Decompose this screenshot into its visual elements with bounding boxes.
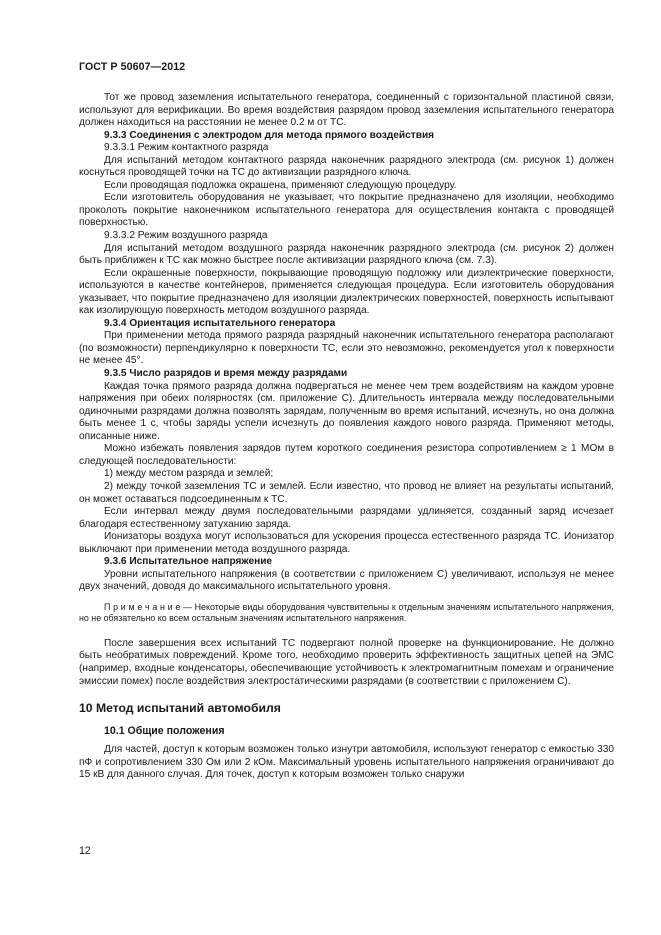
paragraph: После завершения всех испытаний ТС подвергают полной проверке на функционирование. Не должно быть необратимых повреждений. Кроме того, необходимо проверить эффективность защитных цепей на ЭМС (например, входные конденсаторы, обеспечивающие устойчивость к электромагнитным помехам и ограничение эмиссии помех) после воздействия электростатическими разрядами (в соответствии с приложением С). (79, 637, 614, 687)
note-text: — Некоторые виды оборудования чувствительны к отдельным значениям испытательного напряжения, но не обязательно ко всем остальным значениям испытательного напряжения. (79, 601, 615, 623)
paragraph: Для испытаний методом контактного разряда наконечник разрядного электрода (см. рисунок 1) должен коснуться проводящей точки на ТС до активизации разрядного ключа. (79, 154, 614, 179)
paragraph: Для испытаний методом воздушного разряда наконечник разрядного электрода (см. рисунок 2) должен быть приближен к ТС как можно быстрее после активизации разрядного ключа (см. 7.3). (79, 242, 614, 267)
paragraph: Если интервал между двумя последовательными разрядами удлиняется, созданный заряд исчезает благодаря естественному затуханию заряда. (79, 506, 614, 530)
page-number: 12 (79, 845, 91, 857)
subsection-heading-9-3-3-1: 9.3.3.1 Режим контактного разряда (104, 142, 269, 154)
list-item: 1) между местом разряда и землей; (104, 468, 274, 480)
subsection-title-10-1: 10.1 Общие положения (104, 725, 225, 738)
note (79, 602, 614, 624)
section-heading-9-3-5: 9.3.5 Число разрядов и время между разрядами (104, 368, 348, 380)
paragraph: Если проводящая подложка окрашена, применяют следующую процедуру. (104, 179, 457, 191)
paragraph: Уровни испытательного напряжения (в соответствии с приложением С) увеличивают, используя не менее двух значений, доводя до максимального испытательного уровня. (79, 568, 614, 593)
section-heading-9-3-3: 9.3.3 Соединения с электродом для метода прямого воздействия (104, 129, 435, 141)
paragraph: Если окрашенные поверхности, покрывающие проводящую подложку или диэлектрические поверхности, используются в качестве контейнеров, применяется следующая процедура. Если изготовитель оборудования указывает, что покрытие предназначено для изоляции диэлектрических поверхностей, поверхность испытывают как изолирующую поверхность методом воздушного разряда. (79, 267, 614, 317)
paragraph: Для частей, доступ к которым возможен только изнутри автомобиля, используют генератор с емкостью 330 пФ и сопротивлением 330 Ом или 2 кОм. Максимальный уровень испытательного напряжения ограничивают до 15 кВ для данного случая. Для точек, доступ к которым возможен только снаружи (79, 744, 614, 781)
section-title-10: 10 Метод испытаний автомобиля (79, 701, 281, 716)
paragraph: Каждая точка прямого разряда должна подвергаться не менее чем трем воздействиям на каждом уровне напряжения при обеих полярностях (см. приложение С). Длительность интервала между последовательными одиночными разрядами должна позволять зарядам, полученным во время испытаний, исчезнуть, но она должна быть менее 1 с, чтобы заряды успели исчезнуть до появления каждого нового разряда. Применяют методы, описанные ниже. (79, 380, 614, 442)
section-heading-9-3-6: 9.3.6 Испытательное напряжение (104, 556, 273, 568)
document-body (79, 92, 614, 782)
paragraph: Если изготовитель оборудования не указывает, что покрытие предназначено для изоляции, необходимо проколоть покрытие наконечником испытательного генератора для осуществления контакта с проводящей поверхностью. (79, 192, 614, 229)
paragraph: Можно избежать появления зарядов путем короткого соединения резистора сопротивлением ≥ 1 МОм в следующей последовательности: (79, 443, 614, 467)
note-label: П р и м е ч а н и е (104, 601, 181, 612)
list-item: 2) между точкой заземления ТС и землей. Если известно, что провод не влияет на результаты испытаний, он может оставаться подсоединенным к ТС. (79, 480, 614, 505)
paragraph: Ионизаторы воздуха могут использоваться для ускорения процесса естественного разряда ТС. Ионизатор выключают при применении метода воздушного разряда. (79, 531, 614, 555)
document-header: ГОСТ Р 50607—2012 (79, 61, 186, 73)
section-heading-9-3-4: 9.3.4 Ориентация испытательного генератора (104, 317, 336, 329)
paragraph: Тот же провод заземления испытательного генератора, соединенный с горизонтальной пластиной связи, используют для верификации. Во время воздействия разрядом провод заземления испытательного генератора должен находиться на расстоянии не менее 0.2 м от ТС. (79, 92, 614, 129)
paragraph: При применении метода прямого разряда разрядный наконечник испытательного генератора располагают (по возможности) перпендикулярно к поверхности ТС, если это невозможно, рекомендуется угол к поверхности не менее 45°. (79, 330, 614, 367)
subsection-heading-9-3-3-2: 9.3.3.2 Режим воздушного разряда (104, 230, 268, 242)
